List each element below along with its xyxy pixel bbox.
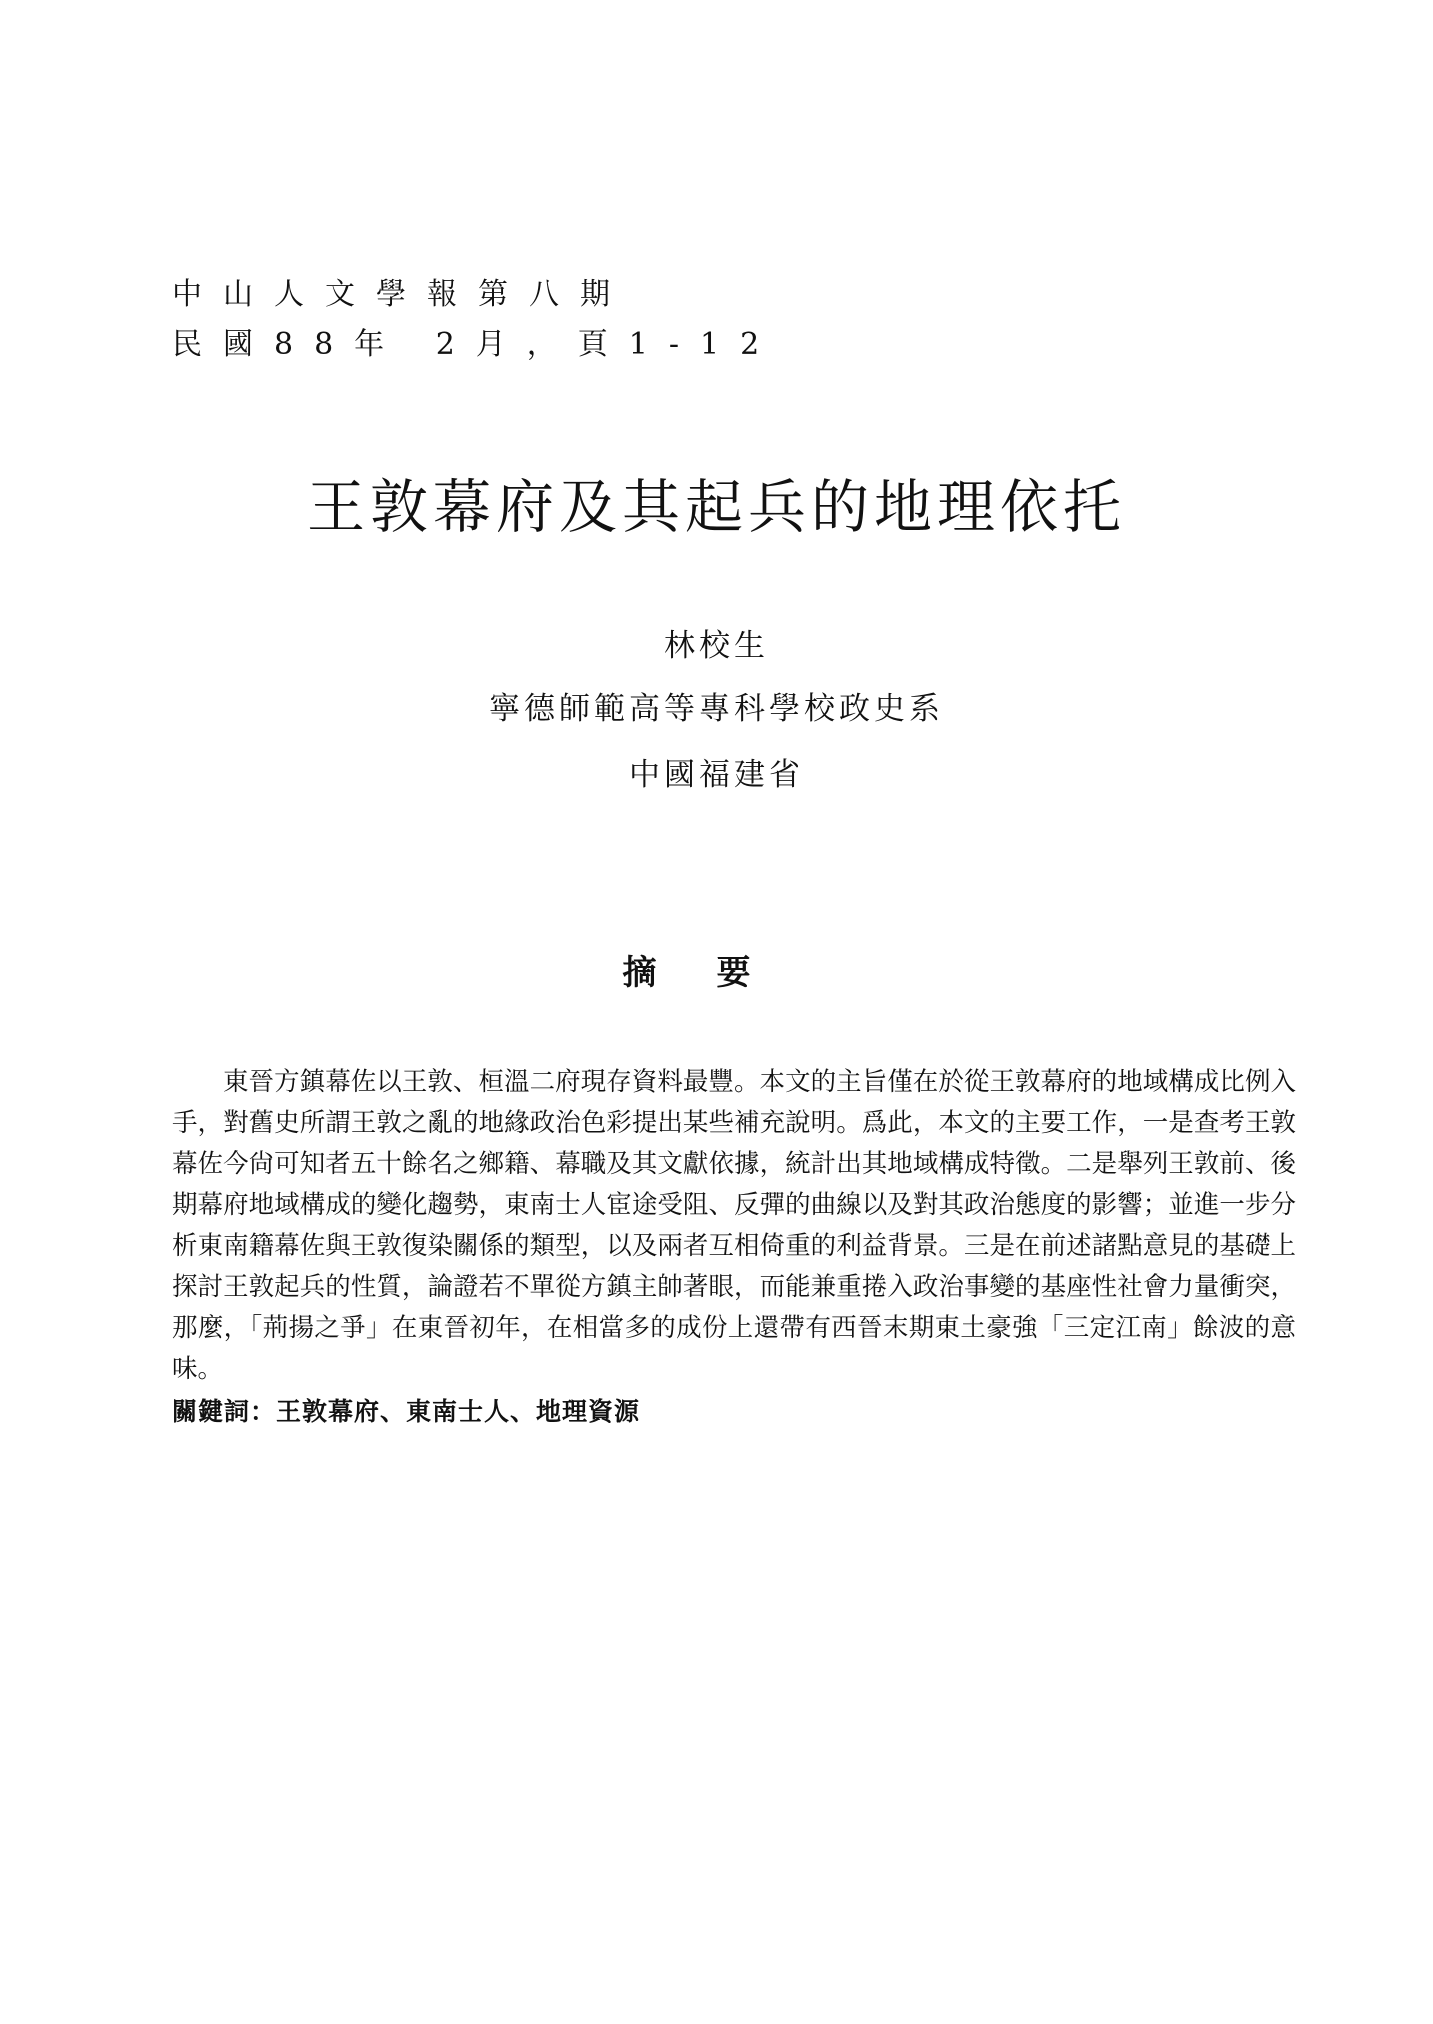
author-affiliation: 寧德師範高等專科學校政史系 xyxy=(489,691,944,727)
journal-issue-line: 民國88年 2月，頁1-12 xyxy=(172,327,781,362)
journal-name: 中山人文學報第八期 xyxy=(172,277,631,312)
keywords-line: 關鍵詞：王敦幕府、東南士人、地理資源 xyxy=(172,1397,641,1426)
paper-title: 王敦幕府及其起兵的地理依托 xyxy=(306,473,1126,541)
journal-info xyxy=(172,270,780,370)
author-location: 中國福建省 xyxy=(629,757,804,793)
author-name: 林校生 xyxy=(664,628,769,664)
abstract-body: 東晉方鎮幕佐以王敦、桓溫二府現存資料最豐。本文的主旨僅在於從王敦幕府的地域構成比例入手，對舊史所謂王敦之亂的地緣政治色彩提出某些補充說明。爲此，本文的主要工作，一是查考王敦幕佐今尙可知者五十餘名之鄉籍、幕職及其文獻依據，統計出其地域構成特徵。二是舉列王敦前、後期幕府地域構成的變化趨勢，東南士人宦途受阻、反彈的曲線以及對其政治態度的影響；並進一步分析東南籍幕佐與王敦復染關係的類型，以及兩者互相倚重的利益背景。三是在前述諸點意見的基礎上探討王敦起兵的性質，論證若不單從方鎮主帥著眼，而能兼重捲入政治事變的基座性社會力量衝突，那麼，「荊揚之爭」在東晉初年，在相當多的成份上還帶有西晉末期東土豪強「三定江南」餘波的意味。 xyxy=(172,1067,1296,1384)
abstract-heading: 摘要 xyxy=(622,953,811,993)
